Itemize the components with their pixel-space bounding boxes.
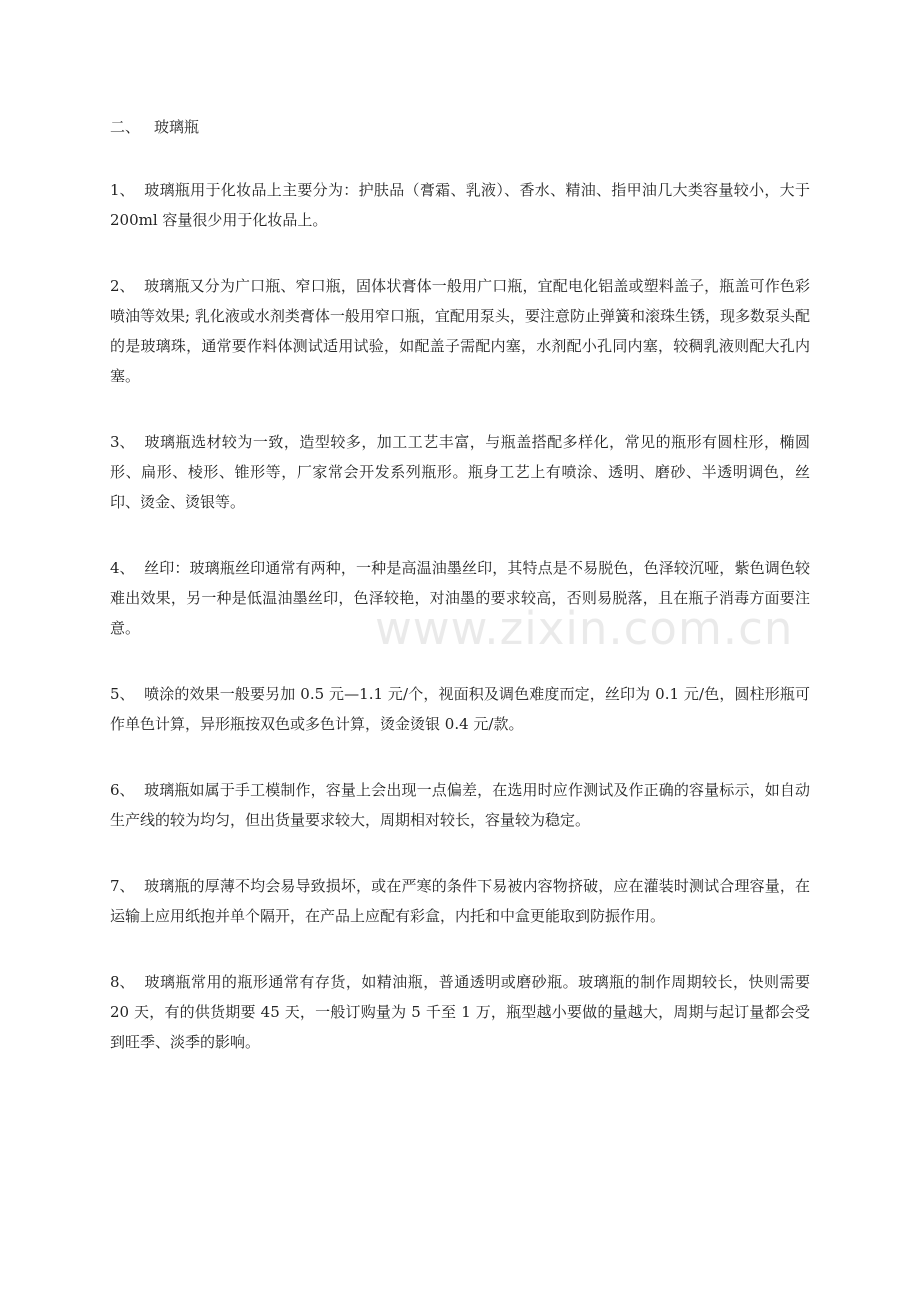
watermark: www.zixin.com.cn <box>375 602 794 655</box>
paragraph-number: 1、 <box>110 181 135 199</box>
paragraph-text: 玻璃瓶用于化妆品上主要分为：护肤品（膏霜、乳液）、香水、精油、指甲油几大类容量较小，大于 200ml 容量很少用于化妆品上。 <box>110 181 810 229</box>
paragraph-text: 玻璃瓶如属于手工模制作，容量上会出现一点偏差，在选用时应作测试及作正确的容量标示，如自动生产线的较为均匀，但出货量要求较大，周期相对较长，容量较为稳定。 <box>110 781 810 829</box>
paragraph-number: 8、 <box>110 973 135 991</box>
section-title: 玻璃瓶 <box>154 118 200 136</box>
paragraph-number: 2、 <box>110 277 135 295</box>
paragraph-number: 6、 <box>110 781 135 799</box>
section-heading <box>110 113 810 141</box>
paragraph-4 <box>110 553 810 643</box>
paragraph-3 <box>110 427 810 517</box>
paragraph-1 <box>110 175 810 235</box>
paragraph-7 <box>110 871 810 931</box>
section-number: 二、 <box>110 118 141 136</box>
paragraph-text: 喷涂的效果一般要另加 0.5 元—1.1 元/个，视面积及调色难度而定，丝印为 0.1 元/色，圆柱形瓶可作单色计算，异形瓶按双色或多色计算，烫金烫银 0.4 元/款。 <box>110 685 810 733</box>
paragraph-2 <box>110 271 810 391</box>
paragraph-8 <box>110 967 810 1057</box>
paragraph-5 <box>110 679 810 739</box>
paragraph-number: 5、 <box>110 685 135 703</box>
paragraph-text: 玻璃瓶又分为广口瓶、窄口瓶，固体状膏体一般用广口瓶，宜配电化铝盖或塑料盖子，瓶盖可作色彩喷油等效果; 乳化液或水剂类膏体一般用窄口瓶，宜配用泵头，要注意防止弹簧和滚珠生锈，现多数泵头配的是玻璃珠，通常要作料体测试适用试验，如配盖子需配内塞，水剂配小孔同内塞，较稠乳液则配大孔内塞。 <box>110 277 810 385</box>
paragraph-6 <box>110 775 810 835</box>
paragraph-number: 4、 <box>110 559 135 577</box>
paragraph-text: 玻璃瓶常用的瓶形通常有存货，如精油瓶，普通透明或磨砂瓶。玻璃瓶的制作周期较长，快则需要 20 天，有的供货期要 45 天，一般订购量为 5 千至 1 万，瓶型越小要做的量越大，周期与起订量都会受到旺季、淡季的影响。 <box>110 973 810 1051</box>
paragraph-text: 丝印：玻璃瓶丝印通常有两种，一种是高温油墨丝印，其特点是不易脱色，色泽较沉哑，紫色调色较难出效果，另一种是低温油墨丝印，色泽较艳，对油墨的要求较高，否则易脱落，且在瓶子消毒方面要注意。 <box>110 559 810 637</box>
document-page <box>110 113 810 1093</box>
paragraph-text: 玻璃瓶的厚薄不均会易导致损坏，或在严寒的条件下易被内容物挤破，应在灌装时测试合理容量，在运输上应用纸抱并单个隔开，在产品上应配有彩盒，内托和中盒更能取到防振作用。 <box>110 877 810 925</box>
paragraph-number: 7、 <box>110 877 135 895</box>
paragraph-number: 3、 <box>110 433 135 451</box>
paragraph-text: 玻璃瓶选材较为一致，造型较多，加工工艺丰富，与瓶盖搭配多样化，常见的瓶形有圆柱形，椭圆形、扁形、棱形、锥形等，厂家常会开发系列瓶形。瓶身工艺上有喷涂、透明、磨砂、半透明调色，丝印、烫金、烫银等。 <box>110 433 810 511</box>
